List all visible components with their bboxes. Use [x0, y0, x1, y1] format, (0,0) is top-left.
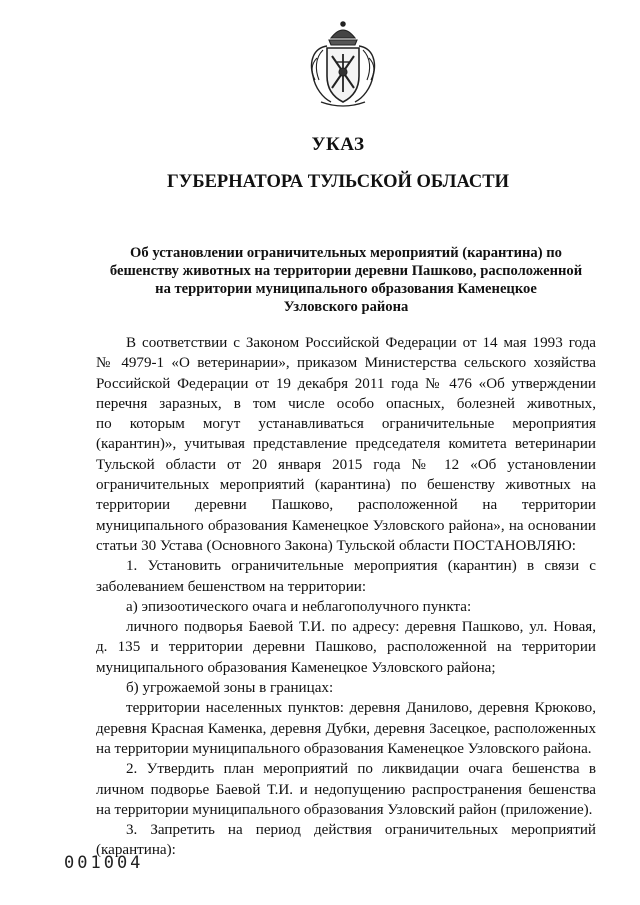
body-line: Тульской области от 20 января 2015 года № 12 «Об установлении: [96, 456, 596, 473]
body-line: (карантина):: [96, 842, 176, 859]
body-line: Российской Федерации от 19 декабря 2011 года № 476 «Об утверждении: [96, 375, 596, 392]
issuing-authority: ГУБЕРНАТОРА ТУЛЬСКОЙ ОБЛАСТИ: [167, 172, 509, 192]
subject-line: бешенству животных на территории деревни Пашково, расположенной: [109, 263, 583, 279]
body-line: (карантин)», учитывая представление председателя комитета ветеринарии: [96, 436, 596, 453]
coat-of-arms-emblem: [307, 18, 379, 110]
body-line: заболеванием бешенством на территории:: [96, 578, 367, 595]
body-line: 1. Установить ограничительные мероприятия (карантин) в связи с: [126, 558, 596, 575]
body-line: № 4979-1 «О ветеринарии», приказом Министерства сельского хозяйства: [96, 355, 596, 372]
body-line: статьи 30 Устава (Основного Закона) Тульской области ПОСТАНОВЛЯЮ:: [96, 537, 576, 554]
body-line: территории населенных пунктов: деревня Данилово, деревня Крюково,: [126, 700, 596, 717]
body-line: В соответствии с Законом Российской Федерации от 14 мая 1993 года: [126, 335, 596, 351]
body-line: территории деревни Пашково, расположенной на территории: [96, 497, 596, 514]
body-line: на территории муниципального образования Каменецкое Узловского района.: [96, 740, 592, 757]
body-line: а) эпизоотического очага и неблагополучного пункта:: [126, 598, 472, 615]
subject-line: Узловского района: [283, 299, 409, 315]
body-line: личного подворья Баевой Т.И. по адресу: деревня Пашково, ул. Новая,: [126, 619, 596, 636]
body-line: муниципального образования Каменецкое Узловского района», на основании: [96, 517, 596, 534]
body-line: на территории муниципального образования Узловский район (приложение).: [96, 801, 593, 818]
body-line: 2. Утвердить план мероприятий по ликвидации очага бешенства в: [126, 761, 596, 778]
body-line: деревня Красная Каменка, деревня Дубки, деревня Засецкое, расположенных: [96, 720, 596, 737]
document-body: [96, 333, 596, 861]
body-line: по которым могут устанавливаться ограничительные мероприятия: [96, 416, 596, 433]
document-subject: [96, 244, 596, 316]
body-line: муниципального образования Каменецкое Узловского района;: [96, 659, 496, 676]
document-heading: УКАЗ: [311, 134, 365, 155]
body-line: д. 135 и территории деревни Пашково, расположенной на территории: [96, 639, 596, 656]
body-line: личном подворье Баевой Т.И. и недопущению распространения бешенства: [96, 781, 596, 798]
serial-number: 001004: [64, 853, 144, 873]
body-line: б) угрожаемой зоны в границах:: [126, 680, 334, 697]
subject-line: на территории муниципального образования Каменецкое: [155, 281, 537, 297]
body-line: ограничительных мероприятий (карантина) по бешенству животных на: [96, 477, 596, 494]
body-line: перечня заразных, в том числе особо опасных, болезней животных,: [96, 395, 596, 412]
body-line: 3. Запретить на период действия ограничительных мероприятий: [126, 822, 596, 839]
subject-line: Об установлении ограничительных мероприятий (карантина) по: [130, 245, 562, 261]
